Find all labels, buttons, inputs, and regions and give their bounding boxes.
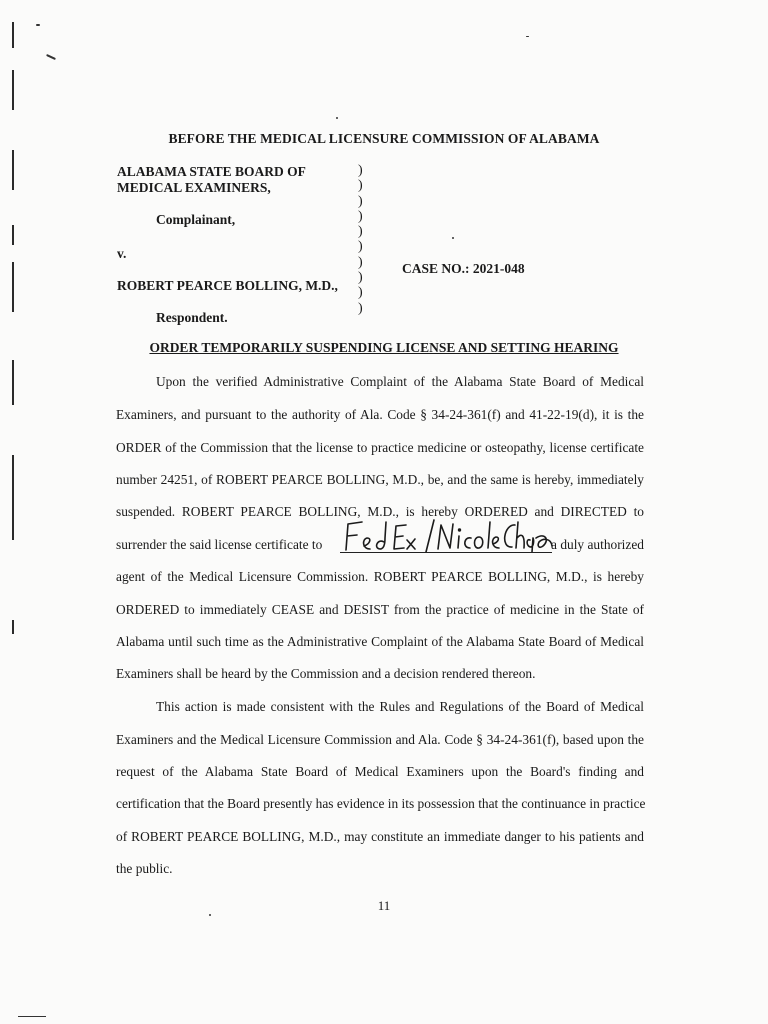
scan-speck <box>36 24 40 26</box>
versus-label: v. <box>117 246 127 261</box>
scan-speck <box>209 914 211 916</box>
paragraph-line: the public. <box>116 861 173 876</box>
scan-speck <box>526 36 529 37</box>
scan-speck <box>46 54 56 60</box>
party-name-line1: ALABAMA STATE BOARD OF <box>117 164 306 179</box>
paragraph-line: agent of the Medical Licensure Commission. ROBERT PEARCE BOLLING, M.D., is hereby <box>116 569 644 584</box>
paragraph-line: number 24251, of ROBERT PEARCE BOLLING, M.D., be, and the same is hereby, immediately <box>116 472 644 487</box>
scan-edge-mark <box>12 70 14 110</box>
party-name-line2: MEDICAL EXAMINERS, <box>117 180 271 195</box>
scan-speck <box>452 237 454 239</box>
paragraph-line: ORDER of the Commission that the license to practice medicine or osteopathy, license certificate <box>116 440 644 455</box>
scan-edge-mark <box>12 150 14 190</box>
handwritten-recipient-signature <box>340 516 554 556</box>
order-title: ORDER TEMPORARILY SUSPENDING LICENSE AND SETTING HEARING <box>149 340 619 355</box>
paragraph-line: suspended. ROBERT PEARCE BOLLING, M.D., is hereby ORDERED and DIRECTED to <box>116 504 644 519</box>
scan-footer-rule <box>18 1016 46 1017</box>
surrender-line-text: surrender the said license certificate to <box>116 537 323 552</box>
respondent-label: Respondent. <box>156 310 228 325</box>
case-number: CASE NO.: 2021-048 <box>402 261 525 276</box>
paragraph-line: This action is made consistent with the Rules and Regulations of the Board of Medical <box>156 699 644 714</box>
paragraph-line: certification that the Board presently has evidence in its possession that the continuance in practice <box>116 796 646 811</box>
scan-speck <box>336 117 338 119</box>
complainant-label: Complainant, <box>156 212 236 227</box>
surrender-line-suffix: a duly authorized <box>551 537 644 552</box>
paragraph-line: Examiners shall be heard by the Commission and a decision rendered thereon. <box>116 666 536 681</box>
paragraph-line: of ROBERT PEARCE BOLLING, M.D., may constitute an immediate danger to his patients and <box>116 829 644 844</box>
respondent-name: ROBERT PEARCE BOLLING, M.D., <box>117 278 338 293</box>
paragraph-line: ORDERED to immediately CEASE and DESIST from the practice of medicine in the State of <box>116 602 644 617</box>
paragraph-line: request of the Alabama State Board of Medical Examiners upon the Board's finding and <box>116 764 644 779</box>
paragraph-line: Upon the verified Administrative Complaint of the Alabama State Board of Medical <box>156 374 644 389</box>
scan-edge-mark <box>12 22 14 48</box>
scan-edge-mark <box>12 262 14 312</box>
scan-edge-mark <box>12 360 14 405</box>
paragraph-line: Examiners, and pursuant to the authority of Ala. Code § 34-24-361(f) and 41-22-19(d), it is the <box>116 407 644 422</box>
paragraph-line: Examiners and the Medical Licensure Commission and Ala. Code § 34-24-361(f), based upon the <box>116 732 644 747</box>
scan-edge-mark <box>12 620 14 634</box>
signature-underline <box>340 552 552 553</box>
page-number: 11 <box>377 898 391 913</box>
paragraph-line: Alabama until such time as the Administrative Complaint of the Alabama State Board of Medical <box>116 634 644 649</box>
document-heading: BEFORE THE MEDICAL LICENSURE COMMISSION OF ALABAMA <box>168 131 600 146</box>
scan-edge-mark <box>12 455 14 540</box>
scan-edge-mark <box>12 225 14 245</box>
caption-parentheses: ) ) ) ) ) ) ) ) ) ) <box>358 163 363 316</box>
